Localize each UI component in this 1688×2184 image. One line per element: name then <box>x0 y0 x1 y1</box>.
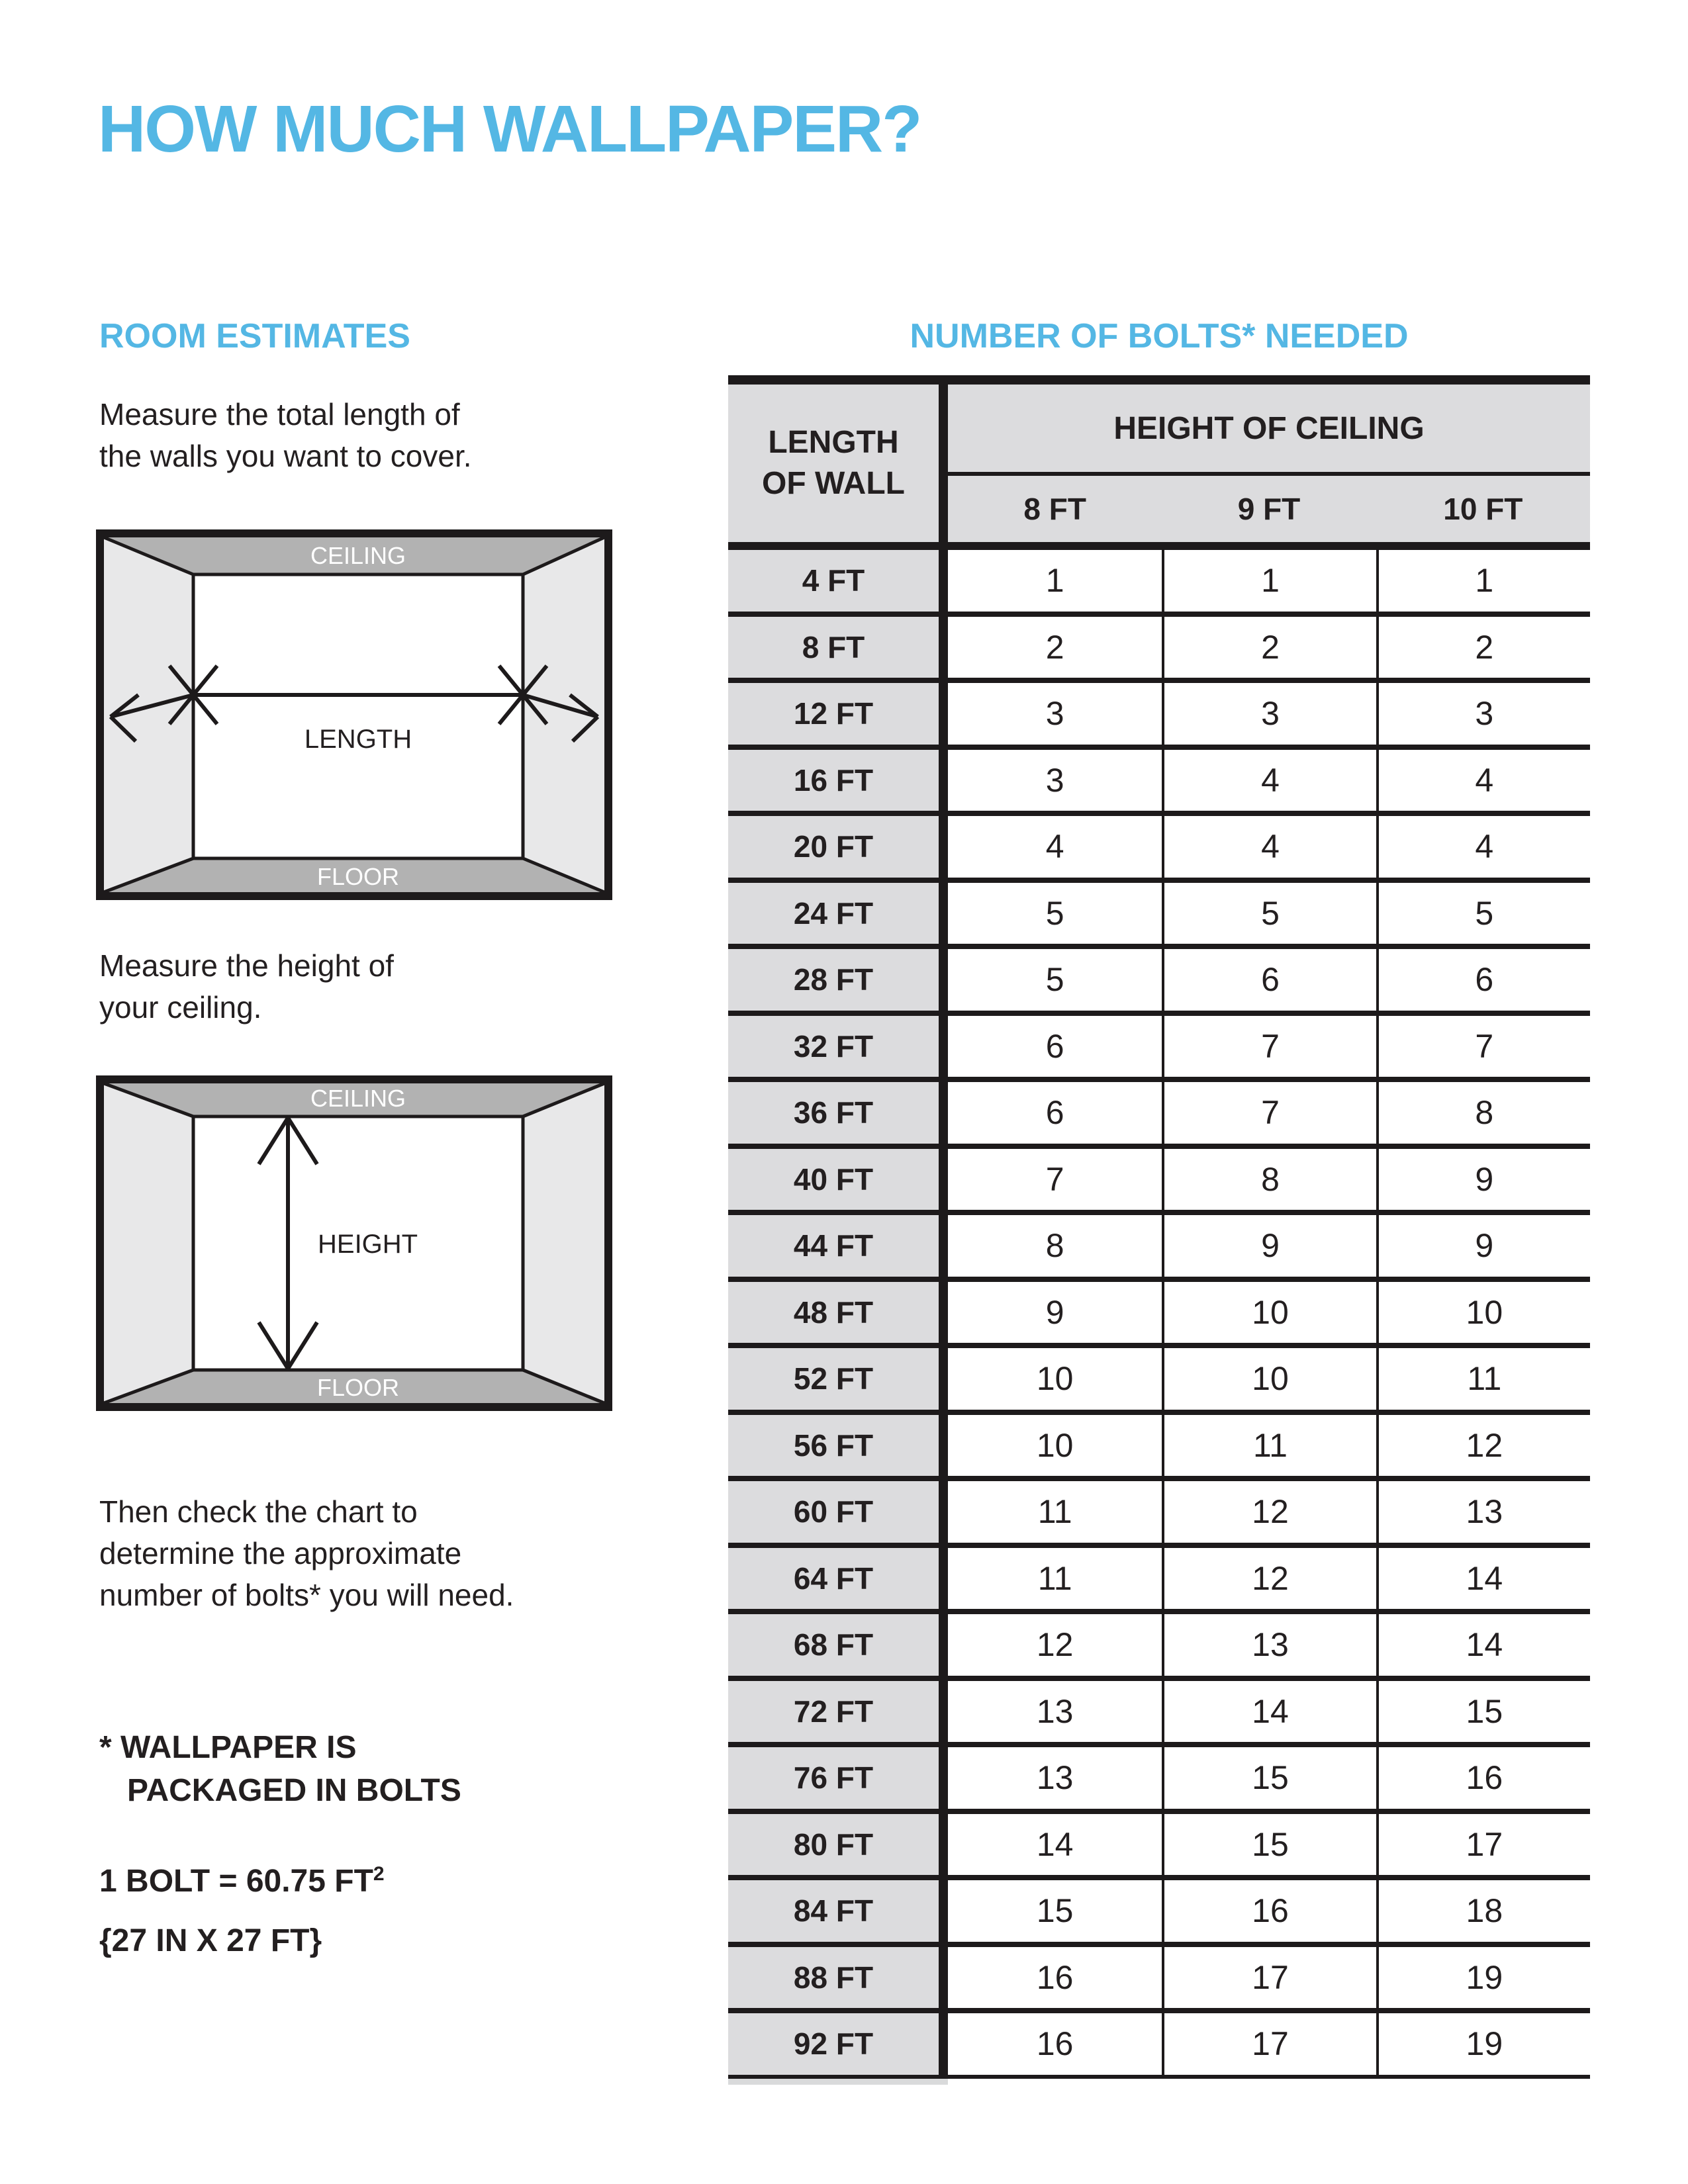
cell-value: 7 <box>1162 1082 1376 1144</box>
cell-value: 3 <box>1376 683 1590 745</box>
row-label: 16 FT <box>728 750 948 811</box>
length-of-wall-header <box>728 385 948 542</box>
table-row <box>728 550 1590 612</box>
cell-value: 19 <box>1376 1947 1590 2009</box>
table-row <box>728 1875 1590 1942</box>
cell-value: 8 <box>1376 1082 1590 1144</box>
cell-value: 16 <box>948 1947 1162 2009</box>
cell-value: 7 <box>1376 1016 1590 1077</box>
table-row <box>728 1410 1590 1477</box>
row-label: 52 FT <box>728 1348 948 1410</box>
instruction-line: Then check the chart to <box>99 1494 418 1529</box>
table-row <box>728 1011 1590 1077</box>
cell-value: 6 <box>1162 949 1376 1011</box>
cell-value: 4 <box>1376 750 1590 811</box>
cell-value: 12 <box>1162 1481 1376 1543</box>
cell-value: 1 <box>1376 550 1590 612</box>
row-label: 36 FT <box>728 1082 948 1144</box>
row-label: 64 FT <box>728 1548 948 1610</box>
cell-value: 10 <box>948 1415 1162 1477</box>
cell-value: 7 <box>1162 1016 1376 1077</box>
footnote-line: PACKAGED IN BOLTS <box>127 1773 461 1808</box>
table-row <box>728 678 1590 745</box>
instruction-line: your ceiling. <box>99 990 262 1024</box>
row-label: 72 FT <box>728 1681 948 1743</box>
instruction-line: Measure the total length of <box>99 397 460 432</box>
cell-value: 16 <box>948 2013 1162 2075</box>
cell-value: 15 <box>948 1880 1162 1942</box>
cell-value: 10 <box>1162 1282 1376 1343</box>
cell-value: 2 <box>948 617 1162 678</box>
row-label: 68 FT <box>728 1614 948 1676</box>
row-label: 32 FT <box>728 1016 948 1077</box>
row-label: 92 FT <box>728 2013 948 2075</box>
row-label: 8 FT <box>728 617 948 678</box>
cell-value: 9 <box>1376 1215 1590 1277</box>
ceiling-label: CEILING <box>310 542 406 569</box>
length-label: LENGTH <box>304 725 412 754</box>
instruction-step1 <box>99 394 472 477</box>
header-line: OF WALL <box>762 466 905 501</box>
table-row <box>728 1476 1590 1543</box>
cell-value: 2 <box>1376 617 1590 678</box>
left-wall-plane <box>104 1083 193 1403</box>
row-label: 76 FT <box>728 1747 948 1809</box>
row-label: 20 FT <box>728 816 948 878</box>
bolt-size-info <box>99 1852 385 1971</box>
cell-value: 10 <box>948 1348 1162 1410</box>
height-label: HEIGHT <box>318 1230 418 1259</box>
instruction-step3 <box>99 1491 514 1616</box>
table-body <box>728 550 1590 2075</box>
table-row <box>728 1077 1590 1144</box>
cell-value: 3 <box>1162 683 1376 745</box>
table-row <box>728 1277 1590 1343</box>
cell-value: 5 <box>1162 883 1376 944</box>
bolt-equation <box>99 1852 385 1911</box>
page-title: HOW MUCH WALLPAPER? <box>98 92 921 166</box>
table-row <box>728 1809 1590 1876</box>
cell-value: 14 <box>1162 1681 1376 1743</box>
cell-value: 14 <box>1376 1614 1590 1676</box>
room-length-diagram <box>96 529 612 900</box>
cell-value: 7 <box>948 1149 1162 1210</box>
height-of-ceiling-header: HEIGHT OF CEILING <box>1113 410 1425 446</box>
instruction-step2 <box>99 945 394 1028</box>
bolts-table <box>728 375 1590 2085</box>
row-label: 28 FT <box>728 949 948 1011</box>
row-label: 80 FT <box>728 1814 948 1876</box>
cell-value: 9 <box>1376 1149 1590 1210</box>
cell-value: 3 <box>948 750 1162 811</box>
cell-value: 14 <box>948 1814 1162 1876</box>
squared-superscript: 2 <box>373 1863 385 1885</box>
cell-value: 6 <box>948 1082 1162 1144</box>
cell-value: 12 <box>1162 1548 1376 1610</box>
instruction-line: Measure the height of <box>99 948 394 983</box>
cell-value: 5 <box>948 949 1162 1011</box>
bolt-dimensions: {27 IN X 27 FT} <box>99 1923 322 1958</box>
cell-value: 16 <box>1376 1747 1590 1809</box>
cell-value: 9 <box>1162 1215 1376 1277</box>
cell-value: 12 <box>948 1614 1162 1676</box>
column-header: 10 FT <box>1443 492 1523 526</box>
height-of-ceiling-header-group <box>948 385 1590 542</box>
cell-value: 18 <box>1376 1880 1590 1942</box>
table-row <box>728 878 1590 944</box>
table-row <box>728 1609 1590 1676</box>
instruction-line: determine the approximate <box>99 1536 462 1570</box>
floor-label: FLOOR <box>316 1374 400 1401</box>
bolts-footnote <box>99 1726 461 1812</box>
table-row <box>728 1144 1590 1210</box>
row-label: 12 FT <box>728 683 948 745</box>
cell-value: 11 <box>948 1481 1162 1543</box>
cell-value: 4 <box>1162 750 1376 811</box>
ceiling-height-columns <box>948 476 1590 542</box>
cell-value: 17 <box>1376 1814 1590 1876</box>
row-label: 88 FT <box>728 1947 948 2009</box>
cell-value: 11 <box>1162 1415 1376 1477</box>
cell-value: 13 <box>948 1747 1162 1809</box>
cell-value: 1 <box>948 550 1162 612</box>
table-row <box>728 745 1590 811</box>
row-label: 4 FT <box>728 550 948 612</box>
floor-label: FLOOR <box>316 863 400 890</box>
bolts-needed-heading: NUMBER OF BOLTS* NEEDED <box>910 317 1409 355</box>
cell-value: 9 <box>948 1282 1162 1343</box>
column-header: 9 FT <box>1237 492 1301 526</box>
cell-value: 15 <box>1162 1747 1376 1809</box>
footnote-line: * WALLPAPER IS <box>99 1730 357 1765</box>
table-row <box>728 944 1590 1011</box>
row-label: 84 FT <box>728 1880 948 1942</box>
table-row <box>728 612 1590 678</box>
right-wall-plane <box>523 1083 604 1403</box>
cell-value: 12 <box>1376 1415 1590 1477</box>
header-line: LENGTH <box>768 425 899 460</box>
cell-value: 11 <box>1376 1348 1590 1410</box>
row-label: 40 FT <box>728 1149 948 1210</box>
table-shadow <box>728 2079 948 2085</box>
table-header <box>728 385 1590 542</box>
row-label: 24 FT <box>728 883 948 944</box>
cell-value: 4 <box>1162 816 1376 878</box>
cell-value: 13 <box>1376 1481 1590 1543</box>
cell-value: 6 <box>948 1016 1162 1077</box>
cell-value: 16 <box>1162 1880 1376 1942</box>
table-row <box>728 1543 1590 1610</box>
row-label: 44 FT <box>728 1215 948 1277</box>
table-row <box>728 1742 1590 1809</box>
cell-value: 8 <box>948 1215 1162 1277</box>
table-row <box>728 811 1590 878</box>
cell-value: 2 <box>1162 617 1376 678</box>
cell-value: 19 <box>1376 2013 1590 2075</box>
room-height-diagram <box>96 1075 612 1411</box>
cell-value: 13 <box>948 1681 1162 1743</box>
cell-value: 5 <box>948 883 1162 944</box>
instruction-line: the walls you want to cover. <box>99 439 472 473</box>
row-label: 48 FT <box>728 1282 948 1343</box>
cell-value: 6 <box>1376 949 1590 1011</box>
cell-value: 17 <box>1162 1947 1376 2009</box>
instruction-line: number of bolts* you will need. <box>99 1578 514 1612</box>
cell-value: 10 <box>1376 1282 1590 1343</box>
cell-value: 5 <box>1376 883 1590 944</box>
row-label: 56 FT <box>728 1415 948 1477</box>
table-row <box>728 1942 1590 2009</box>
cell-value: 14 <box>1376 1548 1590 1610</box>
cell-value: 11 <box>948 1548 1162 1610</box>
cell-value: 13 <box>1162 1614 1376 1676</box>
cell-value: 1 <box>1162 550 1376 612</box>
table-row <box>728 1676 1590 1743</box>
column-header: 8 FT <box>1023 492 1086 526</box>
table-row <box>728 1210 1590 1277</box>
cell-value: 4 <box>1376 816 1590 878</box>
cell-value: 17 <box>1162 2013 1376 2075</box>
cell-value: 15 <box>1376 1681 1590 1743</box>
row-label: 60 FT <box>728 1481 948 1543</box>
ceiling-label: CEILING <box>310 1085 406 1112</box>
cell-value: 4 <box>948 816 1162 878</box>
cell-value: 3 <box>948 683 1162 745</box>
room-estimates-heading: ROOM ESTIMATES <box>99 317 410 355</box>
header-separator <box>728 542 1590 550</box>
table-row <box>728 2008 1590 2075</box>
cell-value: 8 <box>1162 1149 1376 1210</box>
cell-value: 15 <box>1162 1814 1376 1876</box>
table-row <box>728 1343 1590 1410</box>
bolt-equation-text: 1 BOLT = 60.75 FT <box>99 1864 373 1899</box>
cell-value: 10 <box>1162 1348 1376 1410</box>
